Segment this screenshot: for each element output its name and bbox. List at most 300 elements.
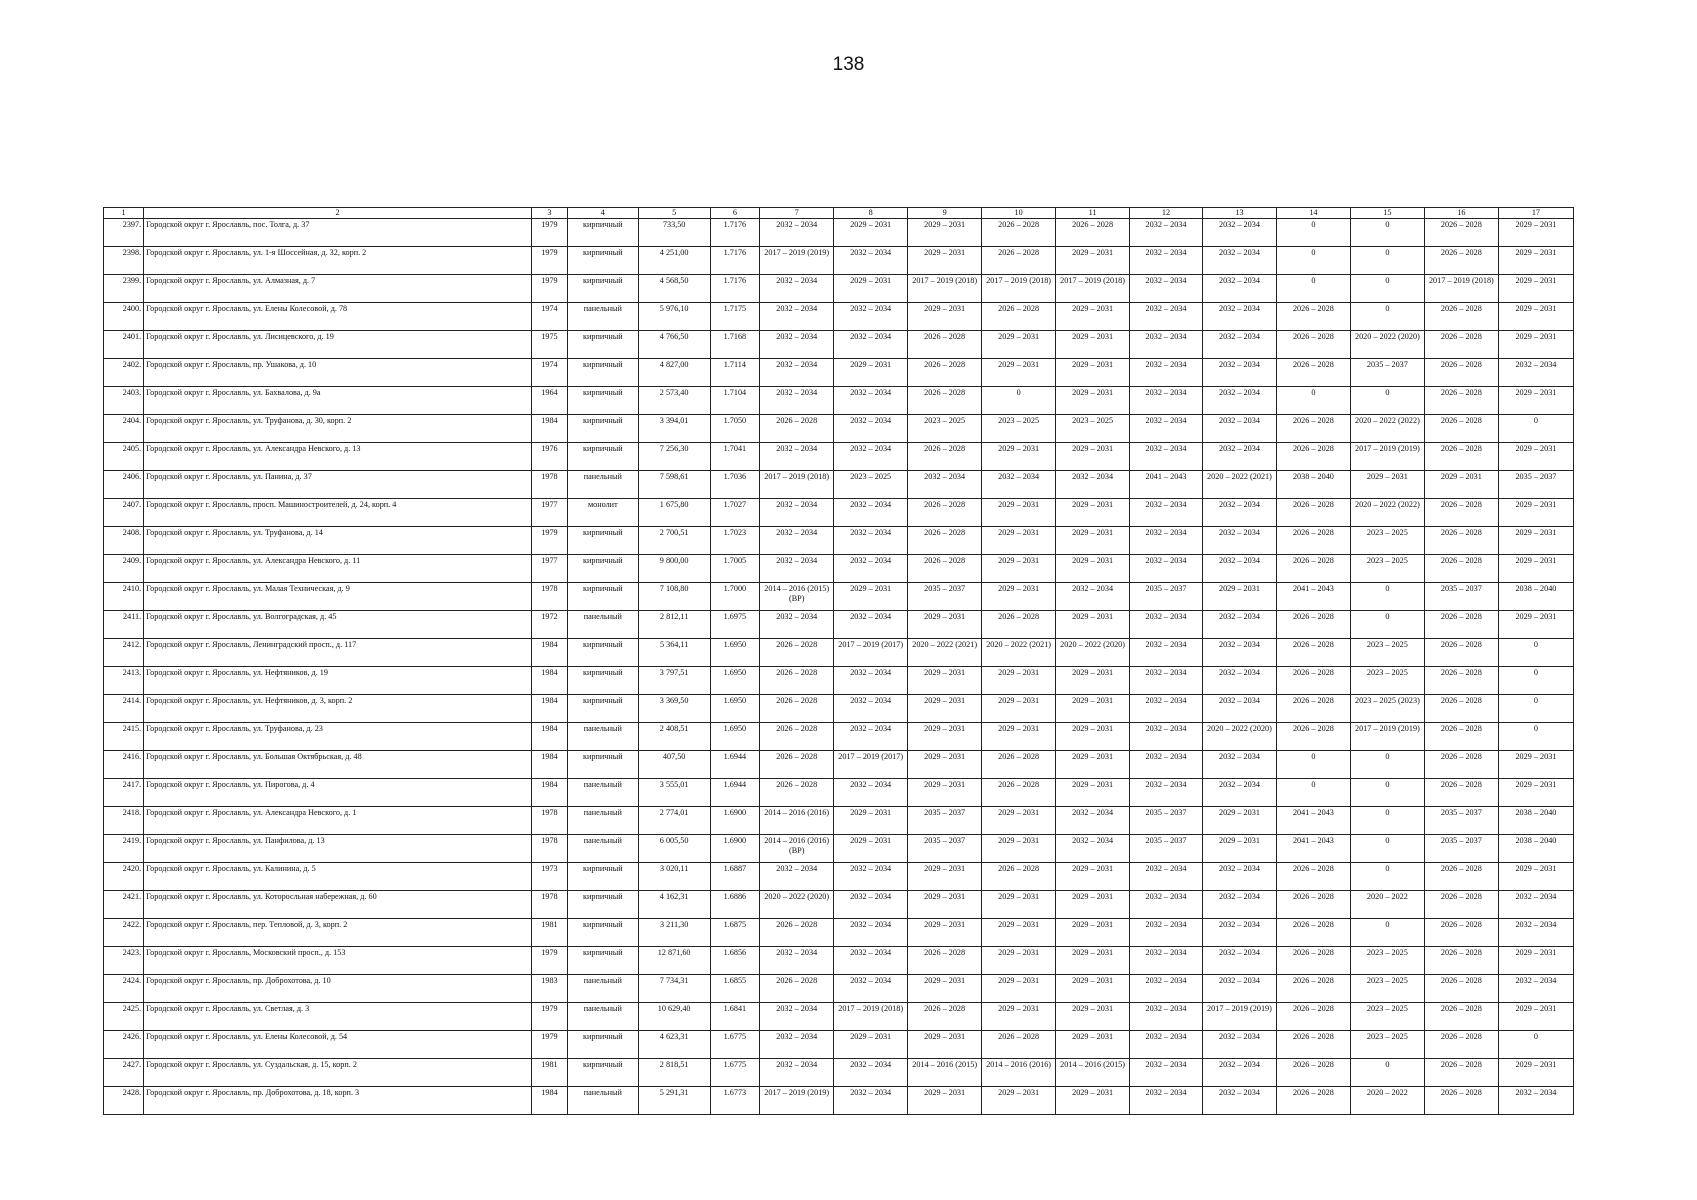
- table-row: [104, 695, 1574, 723]
- table-cell: 2029 – 2031: [1498, 1003, 1573, 1031]
- table-cell: 2032 – 2034: [834, 975, 908, 1003]
- table-cell: 2029 – 2031: [1056, 947, 1130, 975]
- table-cell: 1.6856: [710, 947, 760, 975]
- table-cell: 2026 – 2028: [1276, 499, 1350, 527]
- table-cell: 2032 – 2034: [834, 667, 908, 695]
- table-cell: кирпичный: [567, 331, 638, 359]
- table-cell: 2038 – 2040: [1276, 471, 1350, 499]
- table-cell: 2017 – 2019 (2019): [1350, 443, 1424, 471]
- table-cell: 2026 – 2028: [1424, 723, 1498, 751]
- row-number-cell: 2406.: [104, 471, 144, 499]
- table-cell: 2029 – 2031: [1056, 387, 1130, 415]
- address-cell: Городской округ г. Ярославль, пос. Толга, д. 37: [144, 219, 532, 247]
- table-cell: 2029 – 2031: [1202, 835, 1276, 863]
- address-cell: Городской округ г. Ярославль, пр. Доброхотова, д. 18, корп. 3: [144, 1087, 532, 1115]
- table-cell: панельный: [567, 723, 638, 751]
- row-number-cell: 2399.: [104, 275, 144, 303]
- table-row: [104, 891, 1574, 919]
- table-cell: 2029 – 2031: [982, 331, 1056, 359]
- table-cell: 1.6775: [710, 1031, 760, 1059]
- table-cell: кирпичный: [567, 527, 638, 555]
- table-row: [104, 527, 1574, 555]
- table-cell: 2032 – 2034: [1202, 247, 1276, 275]
- table-cell: 2026 – 2028: [1276, 863, 1350, 891]
- table-cell: 2026 – 2028: [760, 695, 834, 723]
- table-cell: 1.7176: [710, 219, 760, 247]
- table-cell: 2017 – 2019 (2018): [760, 471, 834, 499]
- table-cell: 2 700,51: [638, 527, 710, 555]
- table-cell: 2017 – 2019 (2018): [1056, 275, 1130, 303]
- table-cell: 2026 – 2028: [1424, 247, 1498, 275]
- table-cell: 2032 – 2034: [1498, 891, 1573, 919]
- table-cell: 5 976,10: [638, 303, 710, 331]
- table-cell: 2029 – 2031: [982, 1087, 1056, 1115]
- row-number-cell: 2424.: [104, 975, 144, 1003]
- table-cell: 2032 – 2034: [1202, 303, 1276, 331]
- address-cell: Городской округ г. Ярославль, ул. Бахвалова, д. 9а: [144, 387, 532, 415]
- row-number-cell: 2410.: [104, 583, 144, 611]
- table-cell: кирпичный: [567, 863, 638, 891]
- row-number-cell: 2409.: [104, 555, 144, 583]
- table-cell: 2032 – 2034: [1130, 975, 1203, 1003]
- table-cell: 2032 – 2034: [1202, 1087, 1276, 1115]
- table-cell: 2026 – 2028: [1276, 443, 1350, 471]
- table-cell: 1.6900: [710, 835, 760, 863]
- address-cell: Городской округ г. Ярославль, ул. 1-я Шоссейная, д. 32, корп. 2: [144, 247, 532, 275]
- table-cell: 12 871,60: [638, 947, 710, 975]
- table-cell: 2029 – 2031: [982, 835, 1056, 863]
- row-number-cell: 2420.: [104, 863, 144, 891]
- table-cell: 1.6887: [710, 863, 760, 891]
- table-cell: 2029 – 2031: [1202, 583, 1276, 611]
- table-cell: 2026 – 2028: [1276, 611, 1350, 639]
- table-cell: 0: [1350, 751, 1424, 779]
- table-cell: 2032 – 2034: [760, 275, 834, 303]
- table-cell: кирпичный: [567, 247, 638, 275]
- table-cell: 2017 – 2019 (2018): [982, 275, 1056, 303]
- table-cell: 2026 – 2028: [982, 751, 1056, 779]
- table-cell: 2032 – 2034: [1130, 863, 1203, 891]
- table-row: [104, 863, 1574, 891]
- table-cell: 2026 – 2028: [908, 527, 982, 555]
- table-cell: 2029 – 2031: [1202, 807, 1276, 835]
- table-row: [104, 639, 1574, 667]
- table-cell: 2029 – 2031: [834, 807, 908, 835]
- address-cell: Городской округ г. Ярославль, пр. Ушакова, д. 10: [144, 359, 532, 387]
- table-cell: 1984: [531, 415, 567, 443]
- table-cell: 2026 – 2028: [1276, 667, 1350, 695]
- table-cell: 0: [1276, 779, 1350, 807]
- table-cell: 1.7000: [710, 583, 760, 611]
- table-cell: 2020 – 2022 (2020): [760, 891, 834, 919]
- table-cell: 2026 – 2028: [1424, 387, 1498, 415]
- table-cell: 2032 – 2034: [834, 527, 908, 555]
- table-row: [104, 1031, 1574, 1059]
- row-number-cell: 2415.: [104, 723, 144, 751]
- table-cell: панельный: [567, 1087, 638, 1115]
- table-cell: 2032 – 2034: [834, 723, 908, 751]
- table-cell: 2038 – 2040: [1498, 807, 1573, 835]
- table-cell: 2029 – 2031: [1498, 443, 1573, 471]
- table-cell: 1978: [531, 807, 567, 835]
- table-cell: 2032 – 2034: [1202, 751, 1276, 779]
- table-cell: 2029 – 2031: [834, 219, 908, 247]
- table-cell: 0: [1350, 583, 1424, 611]
- table-cell: 2032 – 2034: [834, 387, 908, 415]
- table-row: [104, 471, 1574, 499]
- table-cell: 2029 – 2031: [908, 975, 982, 1003]
- table-cell: 1973: [531, 863, 567, 891]
- table-cell: 2026 – 2028: [760, 751, 834, 779]
- table-cell: 3 555,01: [638, 779, 710, 807]
- table-cell: 2029 – 2031: [982, 443, 1056, 471]
- table-cell: 2032 – 2034: [1202, 219, 1276, 247]
- table-cell: кирпичный: [567, 359, 638, 387]
- table-cell: 0: [1350, 1059, 1424, 1087]
- table-cell: 2029 – 2031: [982, 807, 1056, 835]
- table-cell: кирпичный: [567, 639, 638, 667]
- table-cell: 2020 – 2022 (2021): [1202, 471, 1276, 499]
- table-cell: 2023 – 2025: [1350, 555, 1424, 583]
- table-cell: 2032 – 2034: [834, 331, 908, 359]
- table-cell: 2032 – 2034: [1130, 723, 1203, 751]
- table-cell: 2035 – 2037: [1130, 807, 1203, 835]
- table-cell: 2032 – 2034: [834, 947, 908, 975]
- table-cell: 2035 – 2037: [1424, 583, 1498, 611]
- table-cell: 4 623,31: [638, 1031, 710, 1059]
- table-cell: 2041 – 2043: [1276, 807, 1350, 835]
- table-cell: 4 162,31: [638, 891, 710, 919]
- table-cell: 1.6944: [710, 779, 760, 807]
- table-cell: 2032 – 2034: [1202, 975, 1276, 1003]
- table-cell: 2014 – 2016 (2015): [1056, 1059, 1130, 1087]
- table-cell: 0: [1498, 723, 1573, 751]
- table-cell: 1.7036: [710, 471, 760, 499]
- table-cell: 2026 – 2028: [1424, 1059, 1498, 1087]
- row-number-cell: 2405.: [104, 443, 144, 471]
- table-cell: 2032 – 2034: [1202, 863, 1276, 891]
- address-cell: Городской округ г. Ярославль, ул. Пирогова, д. 4: [144, 779, 532, 807]
- table-cell: 2029 – 2031: [982, 695, 1056, 723]
- table-cell: 2026 – 2028: [760, 919, 834, 947]
- table-cell: 2029 – 2031: [1056, 779, 1130, 807]
- table-cell: 2032 – 2034: [834, 611, 908, 639]
- table-cell: 2026 – 2028: [1424, 443, 1498, 471]
- table-cell: 0: [1350, 835, 1424, 863]
- address-cell: Городской округ г. Ярославль, ул. Нефтяников, д. 19: [144, 667, 532, 695]
- table-row: [104, 807, 1574, 835]
- table-cell: 2032 – 2034: [760, 359, 834, 387]
- table-cell: 2026 – 2028: [1424, 527, 1498, 555]
- table-cell: 2023 – 2025: [1350, 639, 1424, 667]
- table-cell: 2032 – 2034: [1498, 919, 1573, 947]
- table-cell: 2 774,01: [638, 807, 710, 835]
- table-cell: 1.6975: [710, 611, 760, 639]
- table-cell: 2035 – 2037: [1498, 471, 1573, 499]
- table-cell: 1.6875: [710, 919, 760, 947]
- table-row: [104, 555, 1574, 583]
- table-cell: 2026 – 2028: [1424, 611, 1498, 639]
- table-row: [104, 611, 1574, 639]
- table-cell: 2029 – 2031: [1498, 275, 1573, 303]
- table-cell: 2026 – 2028: [908, 359, 982, 387]
- table-cell: 2026 – 2028: [908, 387, 982, 415]
- table-cell: 2032 – 2034: [834, 695, 908, 723]
- table-cell: 2026 – 2028: [1424, 303, 1498, 331]
- table-cell: 1 675,80: [638, 499, 710, 527]
- table-cell: 2026 – 2028: [1276, 331, 1350, 359]
- table-cell: 2029 – 2031: [1056, 1031, 1130, 1059]
- table-cell: 2026 – 2028: [1424, 415, 1498, 443]
- table-cell: 1.7041: [710, 443, 760, 471]
- column-header: 14: [1276, 208, 1350, 219]
- table-cell: 2032 – 2034: [1130, 1031, 1203, 1059]
- table-cell: 9 800,00: [638, 555, 710, 583]
- table-cell: 2026 – 2028: [982, 303, 1056, 331]
- table-cell: 2029 – 2031: [1498, 779, 1573, 807]
- table-cell: 2032 – 2034: [1202, 499, 1276, 527]
- table-cell: 1978: [531, 891, 567, 919]
- table-cell: 2032 – 2034: [1202, 555, 1276, 583]
- table-cell: 1983: [531, 975, 567, 1003]
- table-cell: 0: [1276, 387, 1350, 415]
- table-cell: 2029 – 2031: [1056, 1087, 1130, 1115]
- table-cell: 2026 – 2028: [1276, 1059, 1350, 1087]
- table-cell: 1.7168: [710, 331, 760, 359]
- table-cell: кирпичный: [567, 415, 638, 443]
- table-cell: 1.6944: [710, 751, 760, 779]
- table-cell: 2029 – 2031: [834, 583, 908, 611]
- table-cell: 1979: [531, 275, 567, 303]
- address-cell: Городской округ г. Ярославль, ул. Труфанова, д. 14: [144, 527, 532, 555]
- table-cell: 2032 – 2034: [1056, 807, 1130, 835]
- row-number-cell: 2398.: [104, 247, 144, 275]
- table-cell: 1.7104: [710, 387, 760, 415]
- table-cell: монолит: [567, 499, 638, 527]
- table-cell: 7 734,31: [638, 975, 710, 1003]
- address-cell: Городской округ г. Ярославль, ул. Александра Невского, д. 1: [144, 807, 532, 835]
- column-header: 16: [1424, 208, 1498, 219]
- table-cell: панельный: [567, 1003, 638, 1031]
- table-cell: 2026 – 2028: [1276, 891, 1350, 919]
- table-cell: 2029 – 2031: [1056, 499, 1130, 527]
- table-cell: 2032 – 2034: [1130, 443, 1203, 471]
- table-cell: 2032 – 2034: [1130, 639, 1203, 667]
- table-cell: 2026 – 2028: [982, 863, 1056, 891]
- table-cell: 2032 – 2034: [760, 303, 834, 331]
- table-cell: 6 005,50: [638, 835, 710, 863]
- table-cell: 1979: [531, 947, 567, 975]
- table-cell: панельный: [567, 303, 638, 331]
- table-cell: 2032 – 2034: [834, 919, 908, 947]
- table-cell: 1981: [531, 1059, 567, 1087]
- table-cell: 2026 – 2028: [1424, 975, 1498, 1003]
- table-cell: 1979: [531, 219, 567, 247]
- table-cell: 2032 – 2034: [1202, 1031, 1276, 1059]
- table-cell: 2026 – 2028: [1424, 555, 1498, 583]
- table-cell: 2029 – 2031: [834, 275, 908, 303]
- table-cell: 2032 – 2034: [760, 863, 834, 891]
- table-cell: 2032 – 2034: [1056, 583, 1130, 611]
- table-cell: 2020 – 2022 (2022): [1350, 499, 1424, 527]
- table-cell: 1.6886: [710, 891, 760, 919]
- table-cell: 2032 – 2034: [1130, 331, 1203, 359]
- table-cell: 2029 – 2031: [1056, 555, 1130, 583]
- column-header: 3: [531, 208, 567, 219]
- table-cell: панельный: [567, 835, 638, 863]
- table-cell: 2029 – 2031: [1498, 527, 1573, 555]
- table-cell: 1.7027: [710, 499, 760, 527]
- table-cell: 2017 – 2019 (2018): [834, 1003, 908, 1031]
- table-cell: 1984: [531, 723, 567, 751]
- address-cell: Городской округ г. Ярославль, ул. Малая Техническая, д. 9: [144, 583, 532, 611]
- table-cell: панельный: [567, 471, 638, 499]
- table-cell: 2032 – 2034: [1130, 527, 1203, 555]
- table-cell: 2029 – 2031: [1056, 863, 1130, 891]
- table-cell: 2029 – 2031: [982, 499, 1056, 527]
- table-cell: 3 369,50: [638, 695, 710, 723]
- table-cell: 1.7176: [710, 275, 760, 303]
- table-cell: 2029 – 2031: [1056, 975, 1130, 1003]
- address-cell: Городской округ г. Ярославль, просп. Машиностроителей, д. 24, корп. 4: [144, 499, 532, 527]
- table-cell: 2026 – 2028: [760, 639, 834, 667]
- table-cell: 2032 – 2034: [834, 1087, 908, 1115]
- table-cell: 2023 – 2025: [834, 471, 908, 499]
- table-row: [104, 275, 1574, 303]
- table-cell: 2026 – 2028: [1424, 219, 1498, 247]
- table-cell: 2029 – 2031: [908, 303, 982, 331]
- table-cell: 2032 – 2034: [760, 947, 834, 975]
- table-cell: 2041 – 2043: [1276, 835, 1350, 863]
- table-cell: 2029 – 2031: [1056, 919, 1130, 947]
- table-cell: 2032 – 2034: [908, 471, 982, 499]
- table-cell: панельный: [567, 975, 638, 1003]
- table-cell: 2032 – 2034: [1202, 919, 1276, 947]
- table-cell: 2032 – 2034: [1130, 1059, 1203, 1087]
- table-cell: 2026 – 2028: [760, 667, 834, 695]
- table-cell: 2029 – 2031: [908, 723, 982, 751]
- address-cell: Городской округ г. Ярославль, ул. Труфанова, д. 30, корп. 2: [144, 415, 532, 443]
- table-cell: 2035 – 2037: [1424, 835, 1498, 863]
- table-cell: кирпичный: [567, 695, 638, 723]
- table-cell: 2032 – 2034: [1202, 443, 1276, 471]
- table-cell: 7 108,80: [638, 583, 710, 611]
- table-cell: 2032 – 2034: [834, 499, 908, 527]
- table-cell: 2032 – 2034: [1130, 415, 1203, 443]
- table-cell: 0: [1350, 863, 1424, 891]
- address-cell: Городской округ г. Ярославль, пр. Доброхотова, д. 10: [144, 975, 532, 1003]
- table-cell: 2026 – 2028: [1424, 695, 1498, 723]
- address-cell: Городской округ г. Ярославль, ул. Суздальская, д. 15, корп. 2: [144, 1059, 532, 1087]
- address-cell: Городской округ г. Ярославль, ул. Калинина, д. 5: [144, 863, 532, 891]
- table-cell: 2029 – 2031: [1056, 695, 1130, 723]
- row-number-cell: 2404.: [104, 415, 144, 443]
- table-row: [104, 331, 1574, 359]
- column-header: 2: [144, 208, 532, 219]
- table-cell: 3 797,51: [638, 667, 710, 695]
- table-cell: 2026 – 2028: [1424, 1087, 1498, 1115]
- table-cell: 2029 – 2031: [1056, 303, 1130, 331]
- table-cell: 1979: [531, 247, 567, 275]
- table-cell: 2032 – 2034: [760, 611, 834, 639]
- table-cell: 0: [1498, 695, 1573, 723]
- row-number-cell: 2419.: [104, 835, 144, 863]
- table-cell: 2035 – 2037: [908, 835, 982, 863]
- row-number-cell: 2414.: [104, 695, 144, 723]
- table-cell: 1978: [531, 835, 567, 863]
- table-row: [104, 387, 1574, 415]
- table-row: [104, 443, 1574, 471]
- table-cell: 1.6841: [710, 1003, 760, 1031]
- table-cell: 2026 – 2028: [1276, 919, 1350, 947]
- table-cell: 2026 – 2028: [1424, 639, 1498, 667]
- table-cell: 1.6950: [710, 695, 760, 723]
- table-cell: 2032 – 2034: [834, 779, 908, 807]
- table-row: [104, 667, 1574, 695]
- table-cell: 2029 – 2031: [908, 919, 982, 947]
- address-cell: Городской округ г. Ярославль, ул. Светлая, д. 3: [144, 1003, 532, 1031]
- column-header: 10: [982, 208, 1056, 219]
- table-cell: 2035 – 2037: [1130, 835, 1203, 863]
- table-cell: 2032 – 2034: [1130, 947, 1203, 975]
- table-cell: 2026 – 2028: [1276, 975, 1350, 1003]
- table-cell: 2026 – 2028: [982, 611, 1056, 639]
- row-number-cell: 2425.: [104, 1003, 144, 1031]
- table-cell: 2032 – 2034: [1498, 975, 1573, 1003]
- address-cell: Городской округ г. Ярославль, ул. Алмазная, д. 7: [144, 275, 532, 303]
- table-cell: 2032 – 2034: [1202, 779, 1276, 807]
- table-cell: 0: [1350, 247, 1424, 275]
- table-cell: 2032 – 2034: [1130, 387, 1203, 415]
- table-cell: кирпичный: [567, 387, 638, 415]
- table-row: [104, 919, 1574, 947]
- table-cell: 1.6900: [710, 807, 760, 835]
- table-cell: 2029 – 2031: [908, 1031, 982, 1059]
- table-cell: 2032 – 2034: [1130, 359, 1203, 387]
- table-cell: 1.6950: [710, 667, 760, 695]
- table-cell: 2023 – 2025: [1350, 947, 1424, 975]
- table-cell: 0: [1276, 247, 1350, 275]
- table-cell: 2032 – 2034: [982, 471, 1056, 499]
- table-cell: 0: [1498, 639, 1573, 667]
- table-cell: 2035 – 2037: [908, 583, 982, 611]
- table-cell: 0: [1276, 219, 1350, 247]
- table-cell: 2029 – 2031: [908, 891, 982, 919]
- table-cell: 2026 – 2028: [1276, 359, 1350, 387]
- table-cell: 2017 – 2019 (2019): [760, 247, 834, 275]
- table-cell: 2029 – 2031: [982, 947, 1056, 975]
- table-cell: 2029 – 2031: [1498, 331, 1573, 359]
- table-cell: 2032 – 2034: [834, 247, 908, 275]
- table-cell: кирпичный: [567, 947, 638, 975]
- table-cell: 2029 – 2031: [1056, 611, 1130, 639]
- column-header: 9: [908, 208, 982, 219]
- table-cell: панельный: [567, 807, 638, 835]
- table-cell: 7 598,61: [638, 471, 710, 499]
- table-cell: 2023 – 2025: [1350, 1003, 1424, 1031]
- row-number-cell: 2426.: [104, 1031, 144, 1059]
- table-row: [104, 583, 1574, 611]
- table-cell: 2026 – 2028: [1276, 695, 1350, 723]
- table-cell: 2029 – 2031: [982, 555, 1056, 583]
- table-cell: 0: [1350, 387, 1424, 415]
- table-cell: 2023 – 2025 (2023): [1350, 695, 1424, 723]
- table-cell: 2035 – 2037: [1424, 807, 1498, 835]
- table-cell: 2032 – 2034: [1130, 219, 1203, 247]
- table-cell: 2029 – 2031: [1498, 947, 1573, 975]
- table-cell: 2017 – 2019 (2017): [834, 639, 908, 667]
- table-cell: 2032 – 2034: [1130, 303, 1203, 331]
